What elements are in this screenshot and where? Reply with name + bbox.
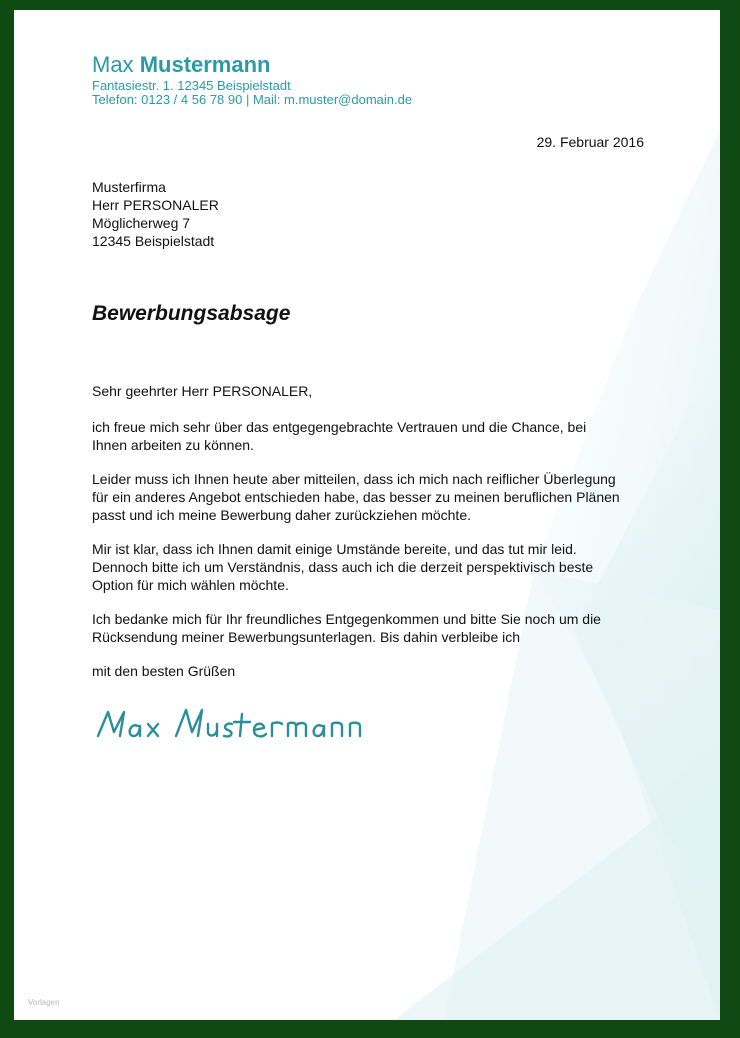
recipient-company: Musterfirma <box>92 179 166 195</box>
paragraph-line: Option für mich wählen möchte. <box>92 577 289 593</box>
watermark-text: Vorlagen <box>28 998 60 1007</box>
handwritten-signature <box>94 702 394 748</box>
paragraph-line: Mir ist klar, dass ich Ihnen damit einige Umstände bereite, und das tut mir leid. <box>92 541 577 557</box>
paragraph-1 <box>92 418 652 454</box>
sender-name <box>92 52 270 78</box>
closing: mit den besten Grüßen <box>92 663 236 679</box>
sender-contact: Telefon: 0123 / 4 56 78 90 | Mail: m.muster@domain.de <box>92 92 413 107</box>
paragraph-line: passt und ich meine Bewerbung daher zurückziehen möchte. <box>92 507 471 523</box>
paragraph-4 <box>92 610 652 646</box>
signature-text: Max Mustermann <box>94 746 102 747</box>
letter-subject: Bewerbungsabsage <box>92 302 291 325</box>
paragraph-line: für ein anderes Angebot entschieden habe, das besser zu meinen beruflichen Plänen <box>92 489 620 505</box>
paragraph-line: Rücksendung meiner Bewerbungsunterlagen. Bis dahin verbleibe ich <box>92 629 521 645</box>
recipient-city: 12345 Beispielstadt <box>92 233 215 249</box>
paragraph-line: ich freue mich sehr über das entgegengebrachte Vertrauen und die Chance, bei <box>92 419 587 435</box>
paragraph-line: Ich bedanke mich für Ihr freundliches Entgegenkommen und bitte Sie noch um die <box>92 611 601 627</box>
paragraph-2 <box>92 470 652 524</box>
sender-address: Fantasiestr. 1. 12345 Beispielstadt <box>92 78 291 93</box>
letter-date: 29. Februar 2016 <box>536 134 644 150</box>
paragraph-line: Ihnen arbeiten zu können. <box>92 437 254 453</box>
recipient-address <box>92 178 219 250</box>
paragraph-3 <box>92 540 652 594</box>
letter-page <box>14 10 720 1020</box>
salutation: Sehr geehrter Herr PERSONALER, <box>92 383 313 399</box>
paragraph-line: Leider muss ich Ihnen heute aber mitteilen, dass ich mich nach reiflicher Überlegung <box>92 471 616 487</box>
sender-first-name: Max <box>92 52 140 77</box>
paragraph-line: Dennoch bitte ich um Verständnis, dass auch ich die derzeit perspektivisch beste <box>92 559 594 575</box>
sender-last-name: Mustermann <box>139 52 271 77</box>
letter-body <box>92 382 652 680</box>
recipient-person: Herr PERSONALER <box>92 197 219 213</box>
recipient-street: Möglicherweg 7 <box>92 215 191 231</box>
